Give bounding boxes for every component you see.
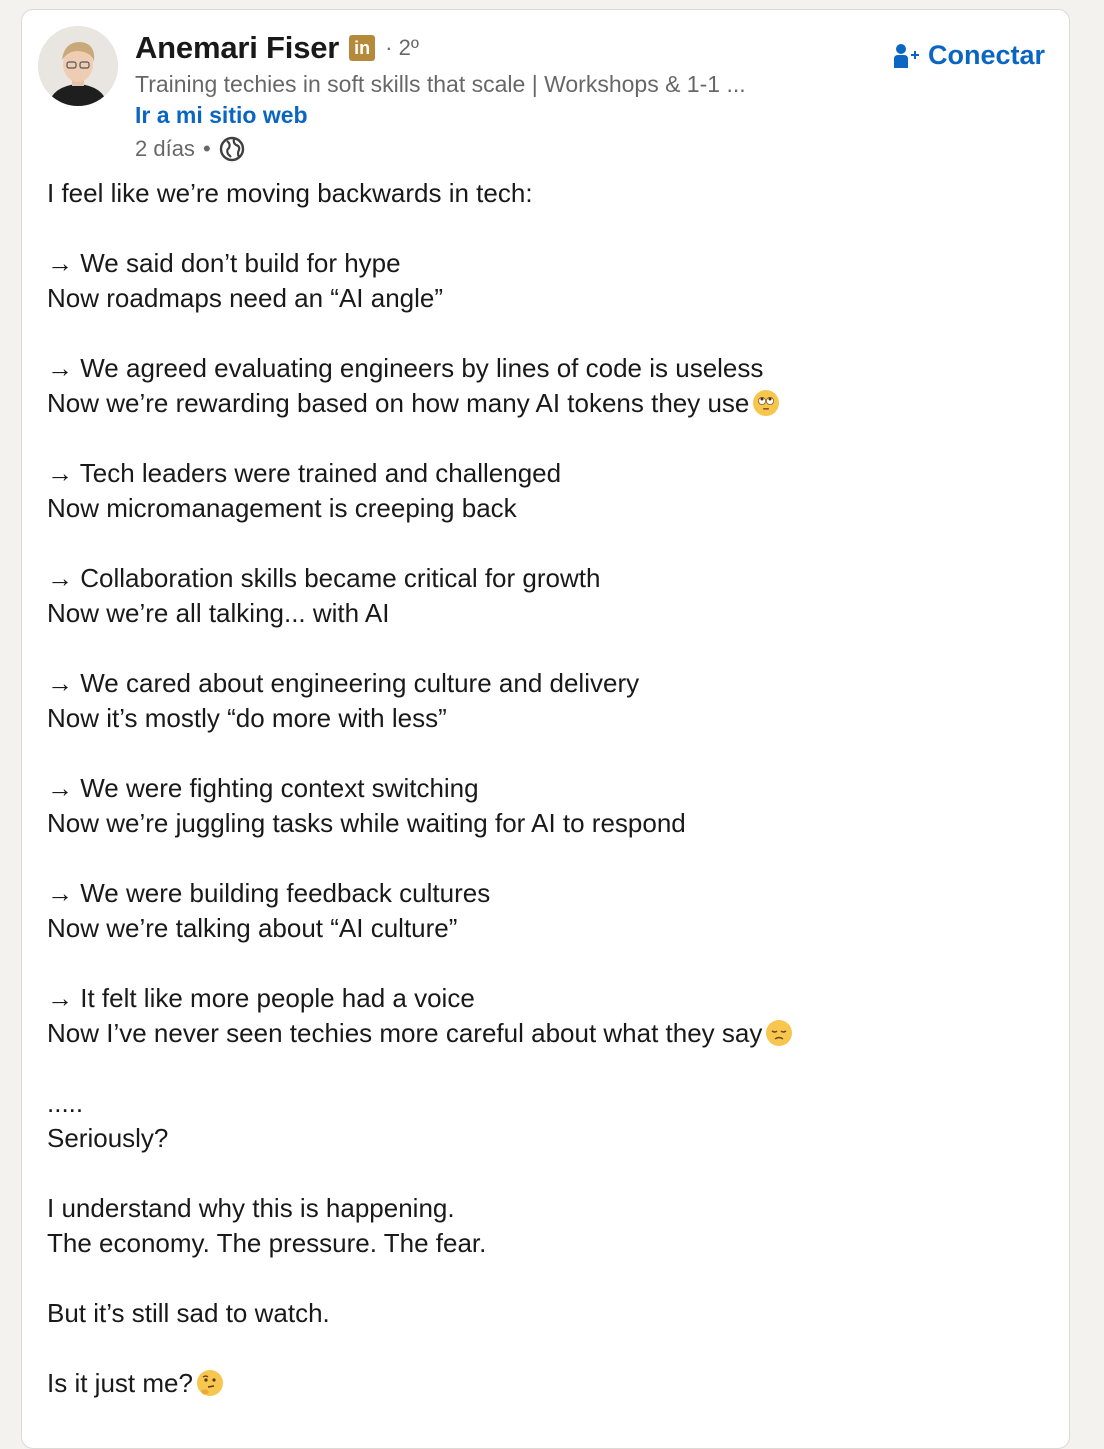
post-line: Now roadmaps need an “AI angle” bbox=[47, 283, 444, 313]
post-line: But it’s still sad to watch. bbox=[47, 1298, 330, 1328]
connect-button[interactable] bbox=[892, 40, 1045, 71]
post-line: → We cared about engineering culture and delivery bbox=[47, 668, 640, 698]
post-line: Now we’re all talking... with AI bbox=[47, 598, 390, 628]
post-line: Now we’re rewarding based on how many AI tokens they use bbox=[47, 386, 1027, 421]
post-line: I understand why this is happening. bbox=[47, 1193, 455, 1223]
post-line: Now micromanagement is creeping back bbox=[47, 493, 517, 523]
post-line: → We said don’t build for hype bbox=[47, 248, 401, 278]
avatar[interactable] bbox=[38, 26, 118, 106]
connect-label: Conectar bbox=[927, 40, 1045, 70]
post-line: Seriously? bbox=[47, 1123, 169, 1153]
globe-icon bbox=[219, 136, 245, 162]
post-line: → Tech leaders were trained and challenged bbox=[47, 458, 562, 488]
website-link[interactable]: Ir a mi sitio web bbox=[135, 102, 308, 128]
post-line: Now we’re juggling tasks while waiting for AI to respond bbox=[47, 808, 686, 838]
eye-roll-emoji-icon bbox=[753, 390, 779, 416]
post-header bbox=[135, 28, 855, 166]
meta-separator: • bbox=[202, 136, 211, 161]
post-body bbox=[47, 176, 1027, 1401]
person-add-icon bbox=[892, 42, 920, 70]
post-line: Now I’ve never seen techies more careful about what they say bbox=[47, 1016, 1027, 1051]
name-row bbox=[135, 28, 855, 68]
post-line: → We agreed evaluating engineers by lines of code is useless bbox=[47, 353, 764, 383]
post-line: → We were fighting context switching bbox=[47, 773, 479, 803]
post-meta bbox=[135, 132, 855, 166]
linkedin-premium-badge-icon: in bbox=[349, 35, 375, 61]
author-headline: Training techies in soft skills that scale | Workshops & 1-1 ... bbox=[135, 71, 746, 97]
post-line: Now it’s mostly “do more with less” bbox=[47, 703, 447, 733]
post-time: 2 días bbox=[135, 136, 195, 161]
author-name[interactable]: Anemari Fiser bbox=[135, 30, 340, 65]
post-line: Is it just me? bbox=[47, 1366, 1027, 1401]
post-line: ..... bbox=[47, 1088, 84, 1118]
post-card bbox=[21, 9, 1070, 1449]
post-line: I feel like we’re moving backwards in tech: bbox=[47, 178, 533, 208]
post-line: → It felt like more people had a voice bbox=[47, 983, 475, 1013]
post-line: → Collaboration skills became critical for growth bbox=[47, 563, 601, 593]
post-line: The economy. The pressure. The fear. bbox=[47, 1228, 487, 1258]
connection-degree: · 2º bbox=[385, 35, 419, 60]
thinking-face-emoji-icon bbox=[197, 1370, 223, 1396]
disappointed-emoji-icon bbox=[766, 1020, 792, 1046]
post-line: Now we’re talking about “AI culture” bbox=[47, 913, 458, 943]
post-line: → We were building feedback cultures bbox=[47, 878, 491, 908]
